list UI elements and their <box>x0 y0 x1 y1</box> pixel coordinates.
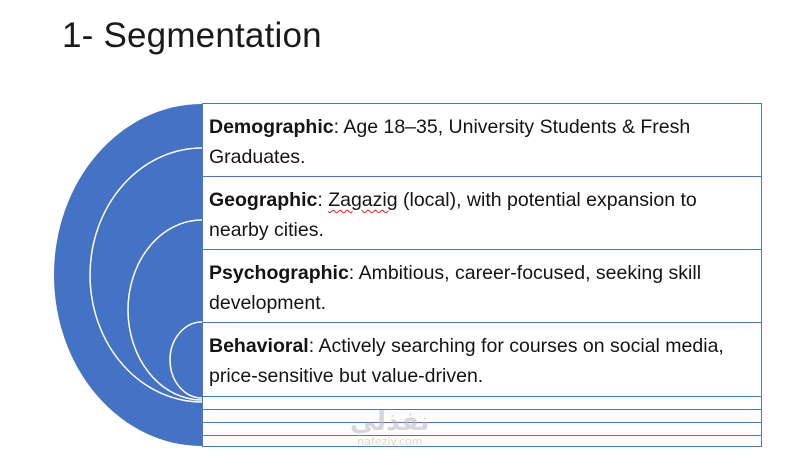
segment-text: Actively searching for courses on social media, price-sensitive but value-driven. <box>209 335 724 387</box>
empty-segment-row <box>202 409 762 423</box>
segment-label: Psychographic <box>209 262 349 284</box>
segment-label: Behavioral <box>209 335 309 357</box>
slide-title: 1- Segmentation <box>62 16 322 55</box>
segment-label: Geographic <box>209 189 318 211</box>
segment-text: Age 18–35, University Students & Fresh Graduates. <box>209 116 691 168</box>
segment-separator: : <box>317 189 329 211</box>
empty-segment-row <box>202 422 762 436</box>
segment-separator: : <box>308 335 319 357</box>
segment-label: Demographic <box>209 116 334 138</box>
spellcheck-word: Zagazig <box>328 189 398 211</box>
outer-arc-shape <box>54 104 202 446</box>
empty-segment-row <box>202 435 762 447</box>
segment-behavioral <box>202 322 762 397</box>
segment-text: Ambitious, career-focused, seeking skill development. <box>209 262 702 314</box>
segment-demographic <box>202 103 762 177</box>
segment-separator: : <box>333 116 344 138</box>
watermark-url: nafezly.com <box>357 435 423 448</box>
segment-psychographic <box>202 249 762 323</box>
watermark <box>350 408 430 448</box>
watermark-logo-text: نفذلي <box>350 407 430 437</box>
empty-segment-row <box>202 396 762 410</box>
segment-geographic <box>202 176 762 250</box>
segment-separator: : <box>348 262 359 284</box>
segment-text: (local), with potential expansion to nearby cities. <box>209 189 697 241</box>
